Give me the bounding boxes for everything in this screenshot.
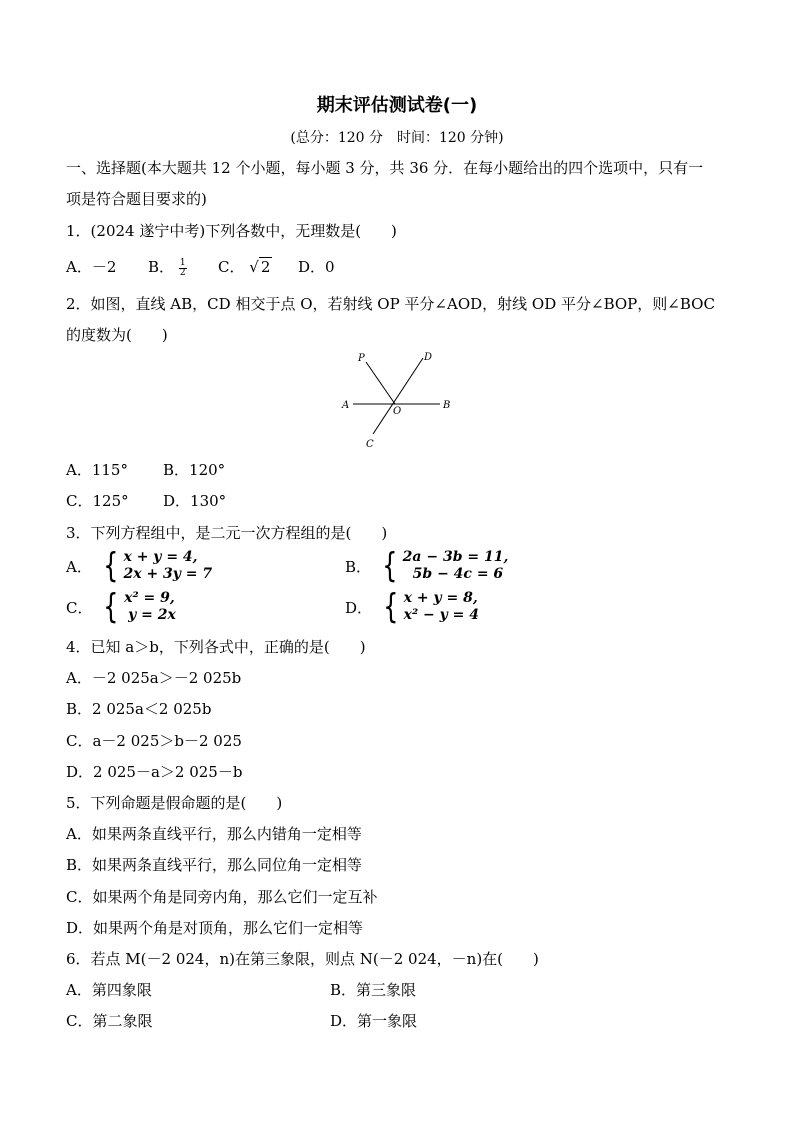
equation: 2x + 3y = 7 xyxy=(123,566,213,582)
label-o: O xyxy=(393,406,402,417)
sqrt-radicand: 2 xyxy=(260,258,271,276)
brace-icon: { xyxy=(103,546,119,586)
equation: 5b − 4c = 6 xyxy=(412,566,504,582)
q4-option-b: B．2 025a＜2 025b xyxy=(66,700,212,718)
q4-stem: 4．已知 a＞b，下列各式中，正确的是( ) xyxy=(66,638,366,656)
equation: x + y = 4, xyxy=(123,549,198,565)
fraction-denominator: 2 xyxy=(179,267,186,278)
q3-option-a xyxy=(66,546,213,586)
q4-option-d: D．2 025－a＞2 025－b xyxy=(66,763,243,781)
q5-option-a: A．如果两条直线平行，那么内错角一定相等 xyxy=(66,825,362,843)
q3-option-d-label: D． xyxy=(345,598,373,617)
q3-option-c xyxy=(66,587,176,627)
q1-option-a: A．－2 xyxy=(66,258,117,276)
equation: x + y = 8, xyxy=(403,590,478,606)
equation-system xyxy=(124,590,176,624)
q1-option-c xyxy=(218,257,272,277)
q2-option-d: D．130° xyxy=(163,492,227,510)
q3-option-b-label: B． xyxy=(345,557,372,576)
q5-option-c: C．如果两个角是同旁内角，那么它们一定互补 xyxy=(66,888,378,906)
q6-option-c: C．第二象限 xyxy=(66,1012,153,1030)
q1-option-d: D．0 xyxy=(298,258,335,276)
q4-option-a: A．－2 025a＞－2 025b xyxy=(66,669,242,687)
page-subtitle: (总分：120 分 时间：120 分钟) xyxy=(290,130,504,146)
brace-icon: { xyxy=(382,546,398,586)
q5-stem: 5．下列命题是假命题的是( ) xyxy=(66,794,283,812)
q5-option-b: B．如果两条直线平行，那么同位角一定相等 xyxy=(66,856,363,874)
equation: x² = 9, xyxy=(124,590,175,606)
q3-option-a-label: A． xyxy=(66,557,92,576)
equation: y = 2x xyxy=(128,607,176,623)
equation: 2a − 3b = 11, xyxy=(402,549,509,565)
q2-option-b: B．120° xyxy=(163,461,226,479)
label-p: P xyxy=(358,353,365,364)
q2-option-c: C．125° xyxy=(66,492,129,510)
label-d: D xyxy=(424,352,433,363)
q3-option-c-label: C． xyxy=(66,598,93,617)
q2-option-a: A．115° xyxy=(66,461,128,479)
q2-stem-line2: 的度数为( ) xyxy=(66,326,168,344)
q1-option-b-label: B． xyxy=(148,258,175,276)
q6-option-a: A．第四象限 xyxy=(66,981,152,999)
equation-system xyxy=(123,549,212,583)
fraction xyxy=(179,259,187,278)
q1-option-b xyxy=(148,257,187,278)
brace-icon: { xyxy=(383,587,399,627)
fraction-numerator: 1 xyxy=(179,257,186,268)
q6-option-d: D．第一象限 xyxy=(330,1012,418,1030)
q3-option-d xyxy=(345,587,479,627)
q1-option-c-label: C． xyxy=(218,258,245,276)
q3-option-b xyxy=(345,546,509,586)
q6-option-b: B．第三象限 xyxy=(330,981,417,999)
q1-stem: 1．(2024 遂宁中考)下列各数中，无理数是( ) xyxy=(66,222,397,240)
q2-stem-line1: 2．如图，直线 AB，CD 相交于点 O，若射线 OP 平分∠AOD，射线 OD 平分∠BOP，则∠BOC xyxy=(66,295,715,313)
section-intro-line2: 项是符合题目要求的) xyxy=(66,190,207,208)
equation-system xyxy=(403,549,509,583)
equation: x² − y = 4 xyxy=(403,607,479,623)
q4-option-c: C．a－2 025＞b－2 025 xyxy=(66,732,242,750)
brace-icon: { xyxy=(103,587,119,627)
ray-op xyxy=(366,362,395,404)
q3-stem: 3．下列方程组中，是二元一次方程组的是( ) xyxy=(66,524,388,542)
q2-geometry-figure xyxy=(335,346,465,454)
q5-option-d: D．如果两个角是对顶角，那么它们一定相等 xyxy=(66,919,364,937)
label-b: B xyxy=(443,400,451,411)
label-c: C xyxy=(366,439,374,450)
sqrt-symbol: √ 2 xyxy=(249,258,271,276)
equation-system xyxy=(404,590,479,624)
section-intro-line1: 一、选择题(本大题共 12 个小题，每小题 3 分，共 36 分．在每小题给出的四个选项中，只有一 xyxy=(66,159,704,177)
label-a: A xyxy=(342,400,350,411)
line-cd xyxy=(373,358,423,434)
q6-stem: 6．若点 M(－2 024，n)在第三象限，则点 N(－2 024，－n)在( ) xyxy=(66,950,539,968)
page-title: 期末评估测试卷(一) xyxy=(316,95,478,116)
